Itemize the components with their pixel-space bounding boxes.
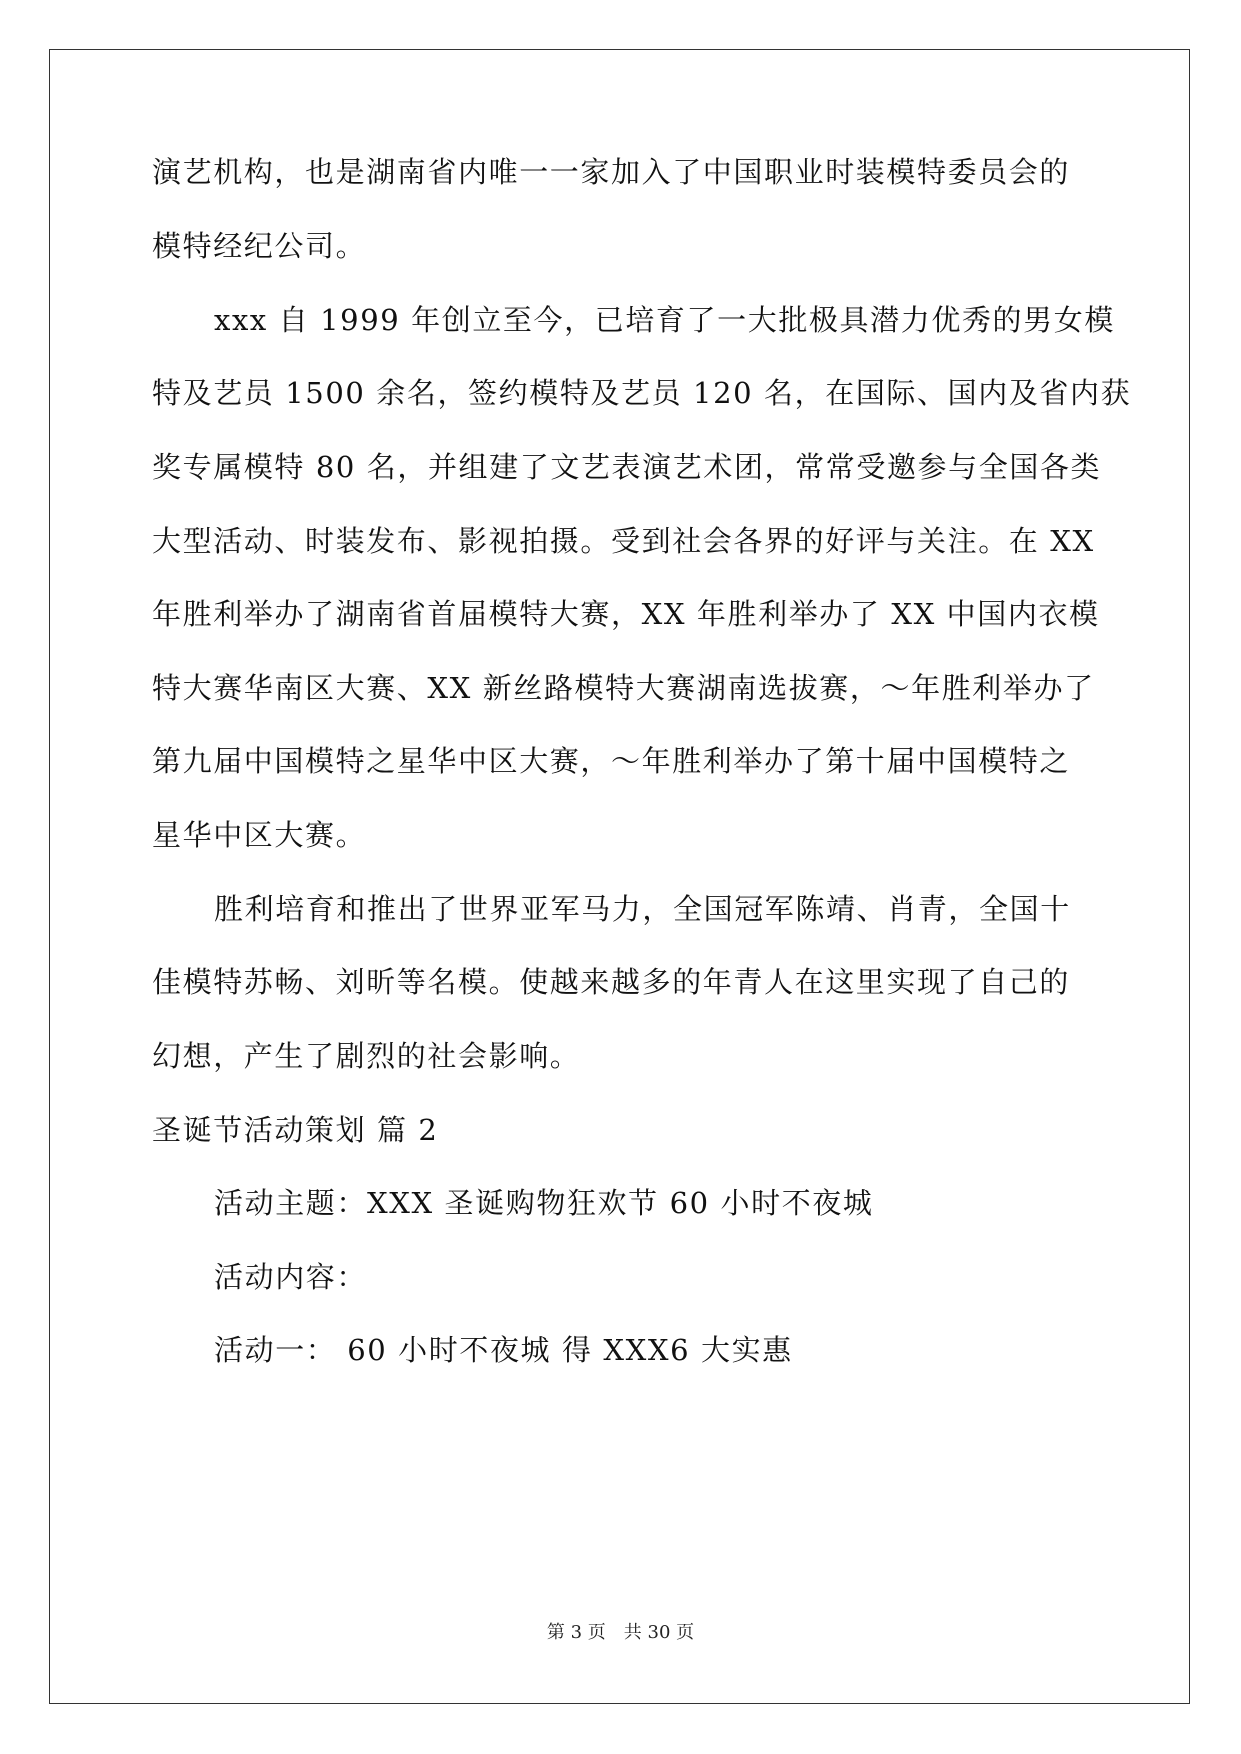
text-line: 活动主题：XXX 圣诞购物狂欢节 60 小时不夜城 (214, 1186, 874, 1220)
text-line: 奖专属模特 80 名，并组建了文艺表演艺术团，常常受邀参与全国各类 (152, 450, 1102, 484)
page-footer: 第 3 页 共 30 页 (546, 1622, 695, 1643)
text-line: 特及艺员 1500 余名，签约模特及艺员 120 名，在国际、国内及省内获 (152, 376, 1132, 410)
text-line: 幻想，产生了剧烈的社会影响。 (152, 1039, 581, 1073)
text-line: 大型活动、时装发布、影视拍摄。受到社会各界的好评与关注。在 XX (152, 524, 1095, 558)
text-line: 年胜利举办了湖南省首届模特大赛，XX 年胜利举办了 XX 中国内衣模 (152, 597, 1100, 631)
text-line: 演艺机构，也是湖南省内唯一一家加入了中国职业时装模特委员会的 (152, 155, 1071, 189)
text-line: 活动内容： (214, 1260, 368, 1294)
text-line: 佳模特苏畅、刘昕等名模。使越来越多的年青人在这里实现了自己的 (152, 965, 1071, 999)
text-line: 特大赛华南区大赛、XX 新丝路模特大赛湖南选拔赛，～年胜利举办了 (152, 671, 1095, 705)
section-heading: 圣诞节活动策划 篇 2 (152, 1113, 439, 1147)
page-border (49, 49, 1190, 1704)
text-line: 胜利培育和推出了世界亚军马力，全国冠军陈靖、肖青，全国十 (214, 892, 1071, 926)
text-line: 活动一： 60 小时不夜城 得 XXX6 大实惠 (214, 1333, 793, 1367)
text-line: xxx 自 1999 年创立至今，已培育了一大批极具潜力优秀的男女模 (214, 303, 1115, 337)
text-line: 星华中区大赛。 (152, 818, 367, 852)
text-line: 模特经纪公司。 (152, 229, 367, 263)
text-line: 第九届中国模特之星华中区大赛，～年胜利举办了第十届中国模特之 (152, 744, 1071, 778)
